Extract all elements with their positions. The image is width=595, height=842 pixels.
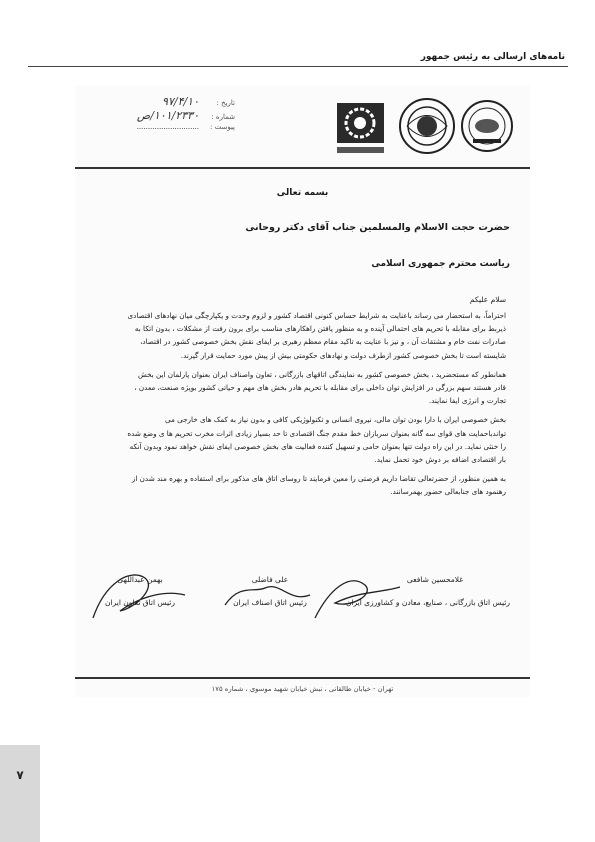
paragraph: همانطور که مستحضرید ، بخش خصوصی کشور به نمایندگی اتاقهای بازرگانی ، تعاون واصناف ایران بعنوان پارلمان این بخش قادر هستند سهم بزرگی در افزایش توان داخلی برای مقابله با تحریم هادر بخش های مهم و حیاتی کشور بویژه صنعت، معدن ، تجارت و انرژی ایفا نمایند. bbox=[134, 369, 506, 406]
date-value: ۹۷/۴/۱۰ bbox=[162, 95, 199, 108]
paragraph: احتراماً، به استحضار می رساند باعنایت به شرایط حساس کنونی اقتصاد کشور و لزوم وحدت و یکپارچگی میان نهادهای اقتصادی ذیربط برای مقابله با تحریم های احتمالی آینده و به منظور یافتن راهکارهای مناسب برای برون رفت از مشکلات ، بدون اتکا به صادرات نفت خام و مشتقات آن ، و نیز با عنایت به تاکید مقام معظم رهبری بر ایفای نقش بخش خصوصی کشور در اقتصاد، شایسته است تا بخش خصوصی کشور ازطرف دولت و نهادهای حکومتی بیش از پیش مورد حمایت قرار گیرند. bbox=[127, 311, 506, 360]
letter-body bbox=[127, 309, 506, 505]
footer-divider bbox=[75, 677, 530, 679]
number-value: ۱۰۱/۲۳۳۰/ص bbox=[136, 109, 199, 122]
signatory-name: غلامحسین شافعی bbox=[406, 575, 464, 584]
guild-chamber-emblem-icon bbox=[333, 99, 388, 159]
chamber-commerce-logo bbox=[395, 95, 520, 157]
office-address: تهران - خیابان طالقانی ، نبش خیابان شهید موسوی ، شماره ۱۷۵ bbox=[211, 685, 394, 693]
page-number: ۷ bbox=[16, 768, 24, 782]
number-row bbox=[95, 109, 235, 123]
guild-chamber-logo bbox=[333, 99, 388, 159]
paragraph: بخش خصوصی ایران با دارا بودن توان مالی، نیروی انسانی و تکنولوژیکی کافی و بدون نیاز به کمک های خارجی می تواندباحمایت های قوای سه گانه بعنوان سربازان خط مقدم جنگ اقتصادی تا حد بسیار زیادی اثرات مخرب تحریم ها ی وضع شده را خنثی نماید. در این راه دولت تنها بعنوان حامی و تسهیل کننده فعالیت های بخش خصوصی ایفای نقش خواهد نمود وبدون آنکه بار اقتصادی اضافه بر دوش خود تحمل نماید. bbox=[127, 415, 506, 465]
date-row bbox=[95, 95, 235, 109]
recipient: ریاست محترم جمهوری اسلامی bbox=[371, 259, 510, 269]
addressee: حضرت حجت الاسلام والمسلمین جناب آقای دکتر روحانی bbox=[245, 222, 510, 233]
signature-block bbox=[75, 575, 530, 635]
signature-commerce bbox=[345, 575, 510, 607]
number-label: شماره : bbox=[211, 113, 235, 121]
letterhead-divider bbox=[75, 167, 530, 169]
signature-guilds bbox=[205, 575, 335, 607]
bismillah: بسمه تعالی bbox=[276, 188, 329, 198]
signatory-name: علی فاضلی bbox=[251, 575, 289, 584]
signatory-title: رئیس اتاق بازرگانی ، صنایع، معادن و کشاورزی ایران bbox=[345, 598, 510, 607]
attachment-label: پیوست : bbox=[210, 123, 235, 131]
signatory-title: رئیس اتاق تعاون ایران bbox=[105, 598, 175, 607]
attachment-value: ............................ bbox=[136, 123, 199, 131]
signatory-name: بهمن عبداللهی bbox=[117, 575, 163, 584]
paragraph: به همین منظور، از حضرتعالی تقاضا داریم فرصتی را معین فرمایند تا روسای اتاق های مذکور برای استفاده و بهره مند شدن از رهنمود های جنابعالی حضور بهمرسانند. bbox=[131, 474, 506, 497]
letter-meta bbox=[95, 95, 235, 137]
signatory-title: رئیس اتاق اصناف ایران bbox=[233, 598, 307, 607]
header-divider bbox=[28, 66, 568, 67]
letter-scan bbox=[75, 85, 530, 697]
date-label: تاریخ : bbox=[216, 99, 235, 107]
running-head: نامه‌های ارسالی به رئیس جمهور bbox=[420, 52, 565, 62]
greeting: سلام علیکم bbox=[469, 295, 506, 304]
attachment-row bbox=[95, 123, 235, 137]
page-side-tab bbox=[0, 745, 40, 842]
chamber-commerce-emblem-icon bbox=[395, 95, 520, 157]
signature-cooperatives bbox=[80, 575, 200, 607]
